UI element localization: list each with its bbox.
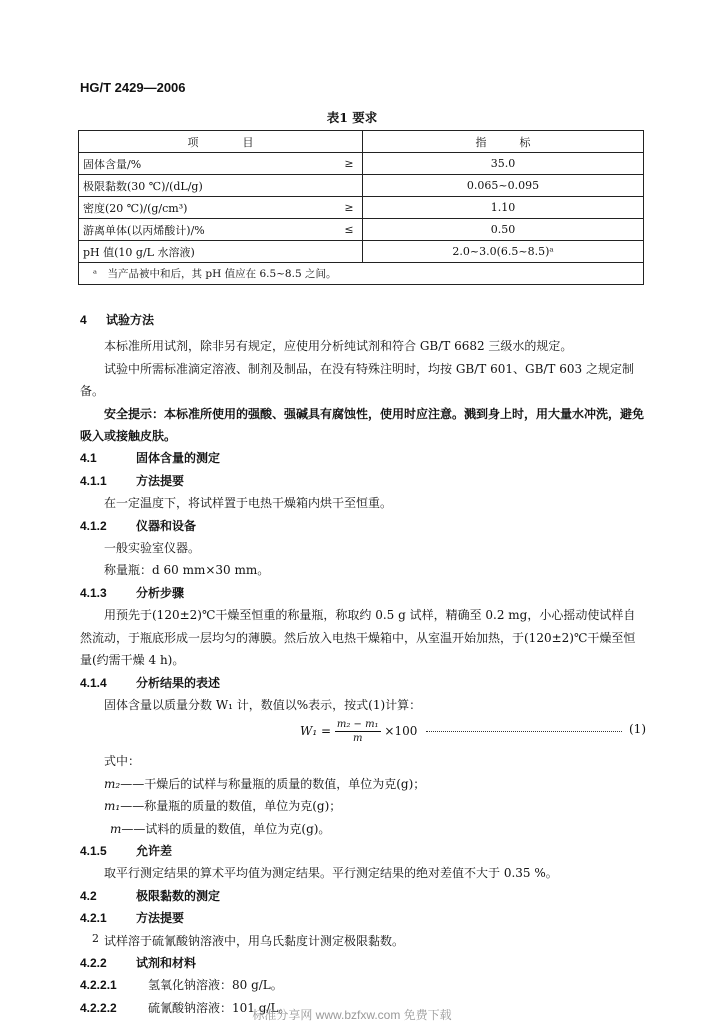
formula-1 (80, 716, 646, 750)
col-header-value: 指 标 (363, 131, 644, 153)
section-heading: 4.1.5 允许差 (80, 843, 173, 858)
formula-denominator: m (352, 733, 363, 745)
section-heading: 4.2.2.2 硫氰酸钠溶液：101 g/L。 (80, 1000, 291, 1015)
formula-lhs: W₁ = (300, 724, 332, 739)
section-heading: 4.2.2.1 氢氧化钠溶液：80 g/L。 (80, 978, 283, 993)
where-label: 式中： (104, 754, 141, 769)
paragraph: 本标准所用试剂，除非另有规定，应使用分析纯试剂和符合 GB/T 6682 三级水的规定。 (104, 339, 573, 354)
paragraph: 试验中所需标准滴定溶液、制剂及制品，在没有特殊注明时，均按 GB/T 601、GB/T 603 之规定制备。 (80, 361, 634, 399)
section-heading: 4.1 固体含量的测定 (80, 451, 221, 466)
section-heading: 4.2.2 试剂和材料 (80, 955, 197, 970)
row-item: 游离单体(以丙烯酸计)/% (79, 219, 337, 241)
table-row (79, 219, 644, 241)
section-heading: 4.1.2 仪器和设备 (80, 518, 197, 533)
paragraph: 取平行测定结果的算术平均值为测定结果。平行测定结果的绝对差值不大于 0.35 %。 (104, 866, 558, 881)
variable-definition: m₁——称量瓶的质量的数值，单位为克(g)； (104, 799, 342, 814)
section-heading: 4.1.4 分析结果的表述 (80, 675, 221, 690)
row-symbol: ≥ (336, 153, 363, 175)
section-heading: 4.2.1 方法提要 (80, 911, 185, 926)
row-value: 35.0 (363, 153, 644, 175)
table-row (79, 175, 644, 197)
paragraph: 试样溶于硫氰酸钠溶液中，用乌氏黏度计测定极限黏数。 (104, 933, 405, 948)
formula-numerator: m₂ − m₁ (336, 719, 379, 731)
row-item: pH 值(10 g/L 水溶液) (79, 241, 337, 263)
paragraph: 称量瓶：d 60 mm×30 mm。 (104, 563, 270, 578)
row-item: 密度(20 ℃)/(g/cm³) (79, 197, 337, 219)
row-item: 固体含量/% (79, 153, 337, 175)
row-value: 1.10 (363, 197, 644, 219)
section-heading: 4.2 极限黏数的测定 (80, 888, 221, 903)
table-footnote-row (79, 263, 644, 285)
paragraph: 一般实验室仪器。 (104, 541, 201, 556)
document-body (80, 309, 646, 1019)
row-symbol: ≤ (336, 219, 363, 241)
row-symbol (336, 241, 363, 263)
row-value: 2.0~3.0(6.5~8.5)ᵃ (363, 241, 644, 263)
standard-code: HG/T 2429—2006 (80, 80, 186, 95)
leader-dots (426, 719, 622, 732)
table-row (79, 153, 644, 175)
row-symbol (336, 175, 363, 197)
formula-rhs: ×100 (384, 724, 418, 739)
variable-definition: m₂——干燥后的试样与称量瓶的质量的数值，单位为克(g)； (104, 776, 426, 791)
row-value: 0.065~0.095 (363, 175, 644, 197)
col-header-item: 项 目 (79, 131, 363, 153)
formula-fraction (335, 718, 381, 745)
table-row (79, 197, 644, 219)
paragraph: 固体含量以质量分数 W₁ 计，数值以%表示，按式(1)计算： (104, 697, 422, 712)
watermark: 标准分享网 www.bzfxw.com 免费下载 (252, 1008, 452, 1022)
paragraph: 在一定温度下，将试样置于电热干燥箱内烘干至恒重。 (104, 496, 393, 511)
row-symbol: ≥ (336, 197, 363, 219)
row-item: 极限黏数(30 ℃)/(dL/g) (79, 175, 337, 197)
requirements-table (78, 130, 644, 285)
table-title: 表1 要求 (326, 110, 378, 125)
page-number: 2 (92, 932, 99, 945)
section-heading: 4.1.1 方法提要 (80, 473, 185, 488)
section-heading: 4 试验方法 (80, 313, 155, 327)
safety-note: 安全提示：本标准所使用的强酸、强碱具有腐蚀性，使用时应注意。溅到身上时，用大量水冲洗，避免吸入或接触皮肤。 (80, 406, 645, 444)
paragraph: 用预先于(120±2)℃干燥至恒重的称量瓶，称取约 0.5 g 试样，精确至 0.2 mg，小心摇动使试样自然流动，于瓶底形成一层均匀的薄膜。然后放入电热干燥箱中，从室温开始加热，于(120±2)℃干燥至恒量(约需干燥 4 h)。 (80, 608, 636, 668)
section-heading: 4.1.3 分析步骤 (80, 585, 185, 600)
equation-number: (1) (629, 722, 646, 737)
table-header-row (79, 131, 644, 153)
table-row (79, 241, 644, 263)
table-footnote: ᵃ 当产品被中和后，其 pH 值应在 6.5~8.5 之间。 (79, 263, 644, 285)
row-value: 0.50 (363, 219, 644, 241)
variable-definition: m——试料的质量的数值，单位为克(g)。 (110, 821, 331, 836)
